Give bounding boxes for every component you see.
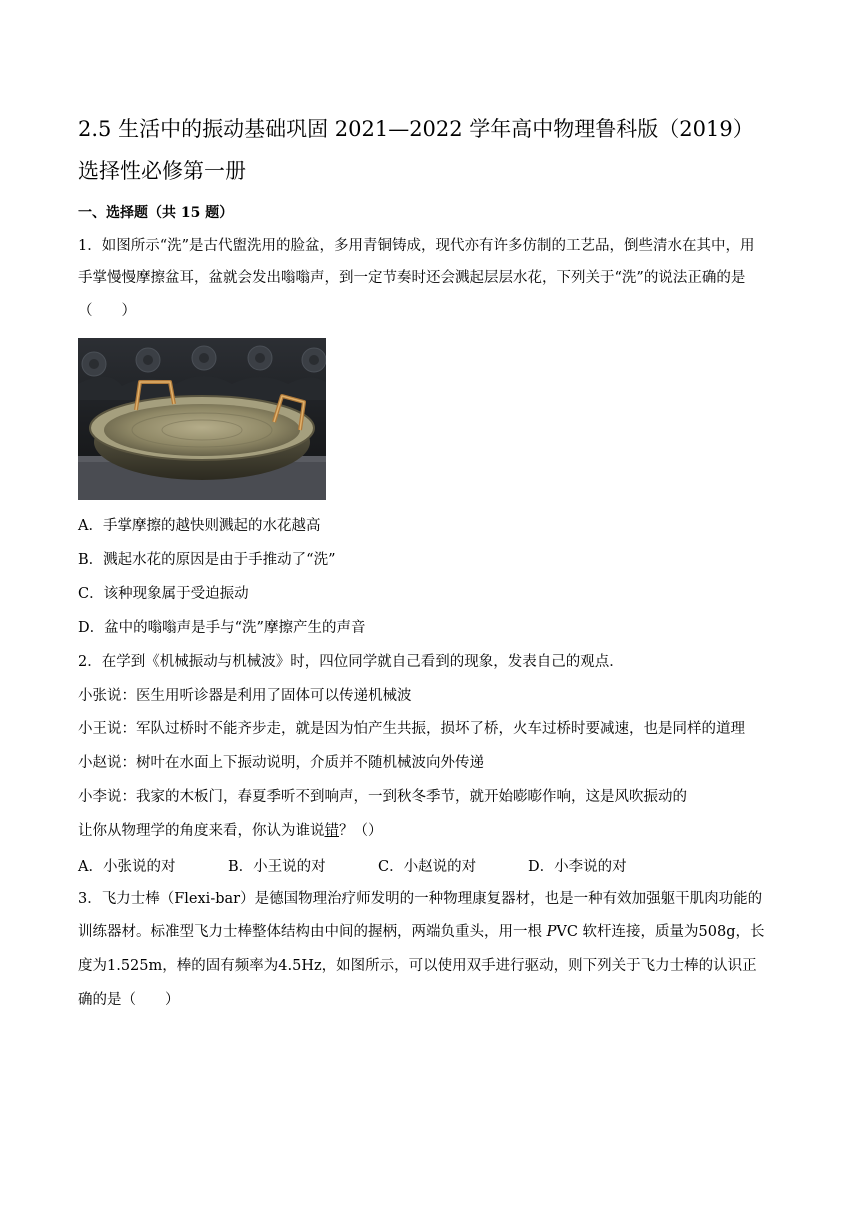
q3-line2-p: P [546,924,557,940]
q2-statement-li: 小李说：我家的木板门，春夏季听不到响声，一到秋冬季节，就开始嘭嘭作响，这是风吹振动的 [78,789,687,805]
document-title-line-2: 选择性必修第一册 [78,159,246,183]
q1-option-a: A．手掌摩擦的越快则溅起的水花越高 [78,518,321,534]
q2-statement-zhang: 小张说：医生用听诊器是利用了固体可以传递机械波 [78,688,412,704]
q2-statement-wang: 小王说：军队过桥时不能齐步走，就是因为怕产生共振，损坏了桥，火车过桥时要减速，也是同样的道理 [78,721,745,737]
q2-option-c: C．小赵说的对 [378,859,477,875]
q1-option-c: C．该种现象属于受迫振动 [78,586,249,602]
q2-question-post: ？（） [339,823,383,839]
q3-stem-line-1: 3．飞力士棒（Flexi-bar）是德国物理治疗师发明的一种物理康复器材，也是一种有效加强躯干肌肉功能的 [78,891,763,907]
q3-line2-b: VC 软杆连接，质量为508g，长 [556,924,765,940]
q3-stem-line-4: 确的是（ ） [78,992,180,1008]
q2-question-pre: 让你从物理学的角度来看，你认为谁说 [78,823,325,839]
bronze-basin-illustration [78,338,326,500]
q1-option-d: D．盆中的嗡嗡声是手与“洗”摩擦产生的声音 [78,620,366,636]
bronze-basin-photo [78,338,326,500]
q3-stem-line-2 [78,922,765,942]
q1-stem-line-2: 手掌慢慢摩擦盆耳，盆就会发出嗡嗡声，到一定节奏时还会溅起层层水花，下列关于“洗”的说法正确的是 [78,270,746,286]
q2-option-d: D．小李说的对 [528,859,627,875]
section-heading: 一、选择题（共 15 题） [78,205,234,221]
q2-statement-zhao: 小赵说：树叶在水面上下振动说明，介质并不随机械波向外传递 [78,755,484,771]
q2-question-emphasis: 错 [324,823,339,839]
q2-options-row [78,855,778,875]
q2-stem: 2．在学到《机械振动与机械波》时，四位同学就自己看到的现象，发表自己的观点． [78,654,624,670]
q2-option-b: B．小王说的对 [228,859,326,875]
q1-stem-line-3: （ ） [78,303,136,319]
q3-stem-line-3: 度为1.525m，棒的固有频率为4.5Hz，如图所示，可以使用双手进行驱动，则下列关于飞力士棒的认识正 [78,958,757,974]
q1-stem-line-1: 1．如图所示“洗”是古代盥洗用的脸盆，多用青铜铸成，现代亦有许多仿制的工艺品，倒些清水在其中，用 [78,238,755,254]
q2-option-a: A．小张说的对 [78,859,176,875]
document-title-line-1: 2.5 生活中的振动基础巩固 2021—2022 学年高中物理鲁科版（2019） [78,117,754,141]
q3-line2-a: 训练器材。标准型飞力士棒整体结构由中间的握柄，两端负重头，用一根 [78,924,547,940]
q1-option-b: B．溅起水花的原因是由于手推动了“洗” [78,552,336,568]
q2-question [78,821,383,841]
